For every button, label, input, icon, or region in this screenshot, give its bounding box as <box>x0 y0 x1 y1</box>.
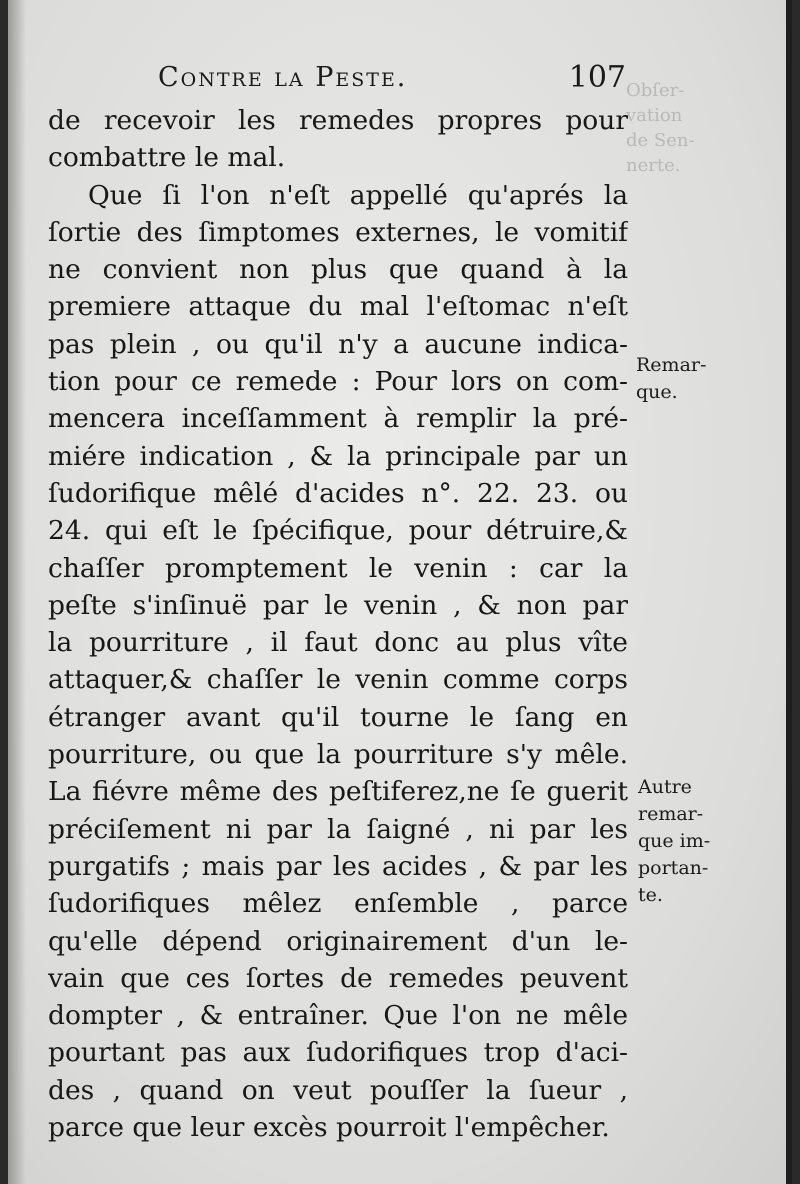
text-line: pourtant pas aux ſudorifiques trop d'aci- <box>48 1037 628 1069</box>
page-header <box>158 62 626 102</box>
text-line: peſte s'inſinuë par le venin , & non par <box>48 589 628 621</box>
text-line: ne convient non plus que quand à la <box>48 254 628 286</box>
margin-note-line: que im- <box>638 830 711 852</box>
text-line: préciſement ni par la ſaigné , ni par les <box>48 813 628 845</box>
bleed-line: vation <box>626 105 683 126</box>
bleed-through-text <box>626 78 695 178</box>
gutter-shadow <box>8 0 26 1184</box>
bleed-line: de Sen- <box>626 130 695 151</box>
margin-note-remarque <box>636 352 706 406</box>
margin-note-line: portan- <box>638 857 709 879</box>
text-line: la pourriture , il faut donc au plus vîte <box>48 627 628 659</box>
text-line: ſudorifique mêlé d'acides n°. 22. 23. ou <box>48 477 628 509</box>
bleed-line: nerte. <box>626 155 681 176</box>
margin-note-line: Autre <box>638 776 692 798</box>
text-line: Que ſi l'on n'eſt appellé qu'aprés la <box>88 179 628 211</box>
running-head: Contre la Peste. <box>158 62 408 93</box>
text-line: tion pour ce remede : Pour lors on com- <box>48 366 628 398</box>
text-line: dompter , & entraîner. Que l'on ne mêle <box>48 1000 628 1032</box>
text-line: 24. qui eſt le ſpécifique, pour détruire,& <box>48 515 628 547</box>
text-line: La fiévre même des peſtiferez,ne ſe guerit <box>48 776 628 808</box>
margin-note-line: te. <box>638 884 663 906</box>
text-line: chaſſer promptement le venin : car la <box>48 552 628 584</box>
text-line: miére indication , & la principale par un <box>48 440 628 472</box>
book-page <box>8 0 792 1184</box>
text-line: des , quand on veut pouſſer la ſueur , <box>48 1074 628 1106</box>
text-line: qu'elle dépend originairement d'un le- <box>48 925 628 957</box>
text-line: purgatifs ; mais par les acides , & par les <box>48 850 628 882</box>
text-line: ſudorifiques mêlez enſemble , parce <box>48 888 628 920</box>
body-text <box>48 102 628 1146</box>
text-line: vain que ces ſortes de remedes peuvent <box>48 962 628 994</box>
text-line: ſortie des ſimptomes externes, le vomitif <box>48 216 628 248</box>
text-line: parce que leur excès pourroit l'empêcher. <box>48 1112 610 1144</box>
bleed-line: Obſer- <box>626 80 685 101</box>
page-edge <box>786 0 792 1184</box>
page-number: 107 <box>568 60 626 95</box>
margin-note-line: remar- <box>638 803 704 825</box>
text-line: pourriture, ou que la pourriture s'y mêle. <box>48 739 628 771</box>
margin-note-line: que. <box>636 381 678 403</box>
text-line: de recevoir les remedes propres pour <box>48 105 628 136</box>
text-line: premiere attaque du mal l'eſtomac n'eſt <box>48 291 628 323</box>
margin-note-line: Remar- <box>636 354 707 376</box>
text-line: étranger avant qu'il tourne le ſang en <box>48 701 628 733</box>
text-line: combattre le mal. <box>48 142 286 174</box>
margin-note-autre-remarque <box>638 774 710 909</box>
text-line: attaquer,& chaſſer le venin comme corps <box>48 664 628 696</box>
text-line: mencera inceſſamment à remplir la pré- <box>48 403 628 435</box>
text-line: pas plein , ou qu'il n'y a aucune indica- <box>48 328 628 360</box>
